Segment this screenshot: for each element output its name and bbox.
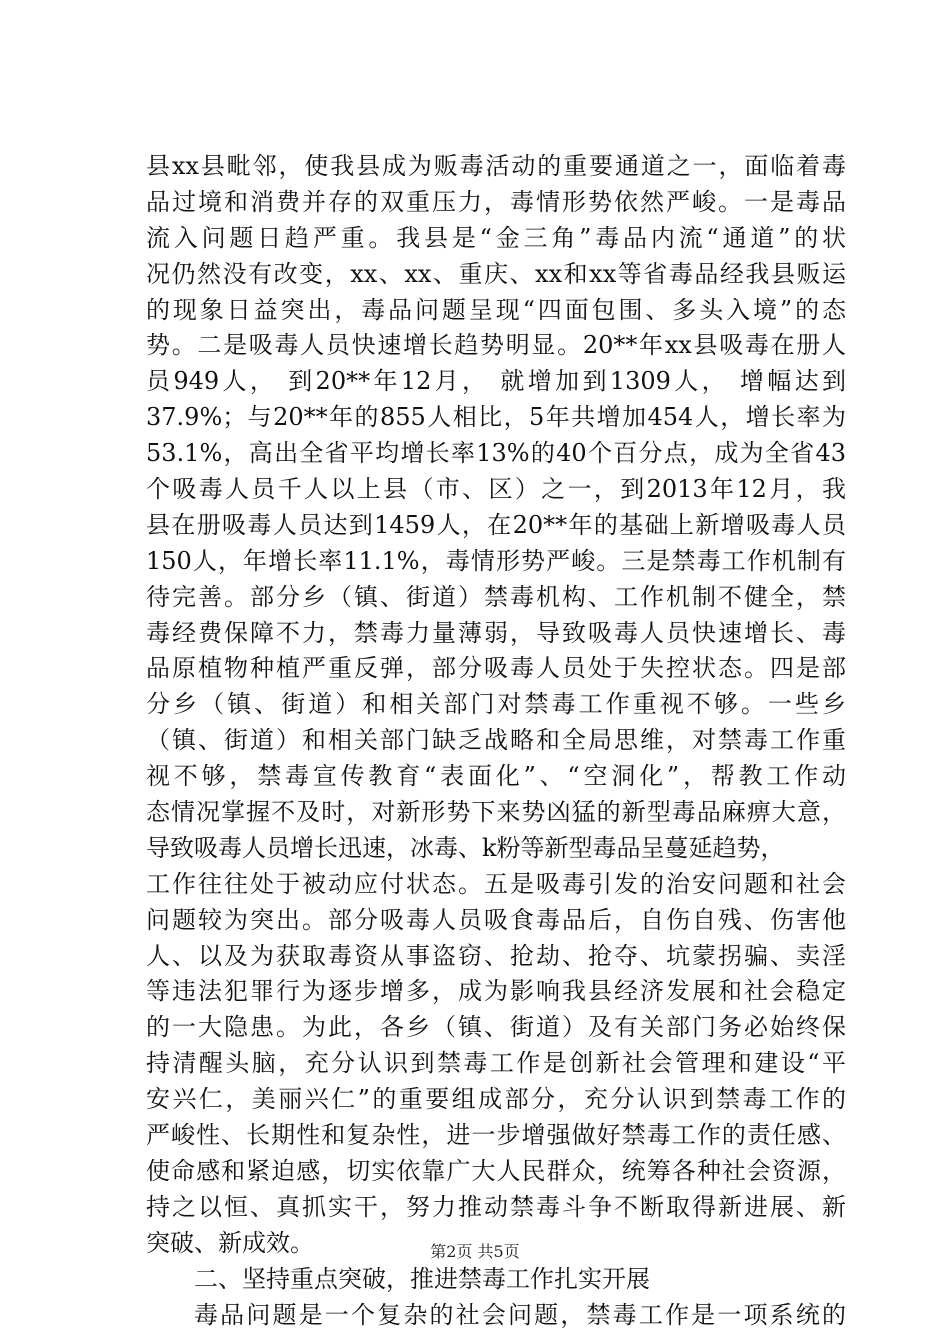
text-line: 导致吸毒人员增长迅速，冰毒、k粉等新型毒品呈蔓延趋势， — [146, 833, 785, 862]
text-line: 问题较为突出。部分吸毒人员吸食毒品后，自伤自残、伤害他 — [146, 905, 846, 934]
text-line: 等违法犯罪行为逐步增多，成为影响我县经济发展和社会稳定 — [146, 977, 846, 1006]
text-line: 视不够，禁毒宣传教育“表面化”、“空洞化”，帮教工作动 — [146, 762, 846, 791]
text-line: 人、以及为获取毒资从事盗窃、抢劫、抢夺、坑蒙拐骗、卖淫 — [146, 941, 846, 970]
text-line: 使命感和紧迫感，切实依靠广大人民群众，统筹各种社会资源， — [146, 1156, 846, 1185]
text-line: 毒品问题是一个复杂的社会问题，禁毒工作是一项系统的 — [194, 1300, 846, 1329]
text-line: 品过境和消费并存的双重压力，毒情形势依然严峻。一是毒品 — [146, 187, 846, 216]
text-line: 县xx县毗邻，使我县成为贩毒活动的重要通道之一，面临着毒 — [146, 152, 846, 180]
text-line: 品原植物种植严重反弹，部分吸毒人员处于失控状态。四是部 — [146, 654, 846, 683]
text-line: 持之以恒、真抓实干，努力推动禁毒斗争不断取得新进展、新 — [146, 1192, 846, 1221]
body-text — [146, 149, 846, 1333]
text-line: 流入问题日趋严重。我县是“金三角”毒品内流“通道”的状 — [146, 223, 846, 252]
text-line: 持清醒头脑，充分认识到禁毒工作是创新社会管理和建设“平 — [146, 1049, 846, 1078]
text-line: 150人，年增长率11.1%，毒情形势严峻。三是禁毒工作机制有 — [146, 546, 846, 575]
text-line: 二、坚持重点突破，推进禁毒工作扎实开展 — [194, 1264, 650, 1293]
text-line: 的一大隐患。为此，各乡（镇、街道）及有关部门务必始终保 — [146, 1013, 846, 1042]
text-line: 毒经费保障不力，禁毒力量薄弱，导致吸毒人员快速增长、毒 — [146, 618, 846, 647]
text-line: 待完善。部分乡（镇、街道）禁毒机构、工作机制不健全，禁 — [146, 582, 846, 611]
text-line: 的现象日益突出，毒品问题呈现“四面包围、多头入境”的态 — [146, 295, 846, 324]
text-line: 员949人， 到20**年12月， 就增加到1309人， 增幅达到 — [146, 367, 846, 396]
text-line: 安兴仁，美丽兴仁”的重要组成部分，充分认识到禁毒工作的 — [146, 1085, 846, 1114]
text-line: 分乡（镇、街道）和相关部门对禁毒工作重视不够。一些乡 — [146, 690, 846, 719]
text-line: 个吸毒人员千人以上县（市、区）之一，到2013年12月，我 — [146, 475, 846, 504]
text-line: 势。二是吸毒人员快速增长趋势明显。20**年xx县吸毒在册人 — [146, 331, 846, 360]
text-line: 态情况掌握不及时，对新形势下来势凶猛的新型毒品麻痹大意， — [146, 798, 846, 827]
text-line: 53.1%，高出全省平均增长率13%的40个百分点，成为全省43 — [146, 439, 846, 468]
text-line: （镇、街道）和相关部门缺乏战略和全局思维，对禁毒工作重 — [146, 726, 846, 755]
text-line: 况仍然没有改变，xx、xx、重庆、xx和xx等省毒品经我县贩运 — [146, 259, 846, 288]
text-line: 突破、新成效。 — [146, 1228, 314, 1257]
page-footer: 第2页 共5页 — [430, 1242, 520, 1261]
text-line: 37.9%；与20**年的855人相比，5年共增加454人，增长率为 — [146, 403, 846, 432]
text-line: 县在册吸毒人员达到1459人，在20**年的基础上新增吸毒人员 — [146, 510, 846, 539]
text-line: 严峻性、长期性和复杂性，进一步增强做好禁毒工作的责任感、 — [146, 1121, 846, 1150]
text-line: 工作往往处于被动应付状态。五是吸毒引发的治安问题和社会 — [146, 869, 846, 898]
